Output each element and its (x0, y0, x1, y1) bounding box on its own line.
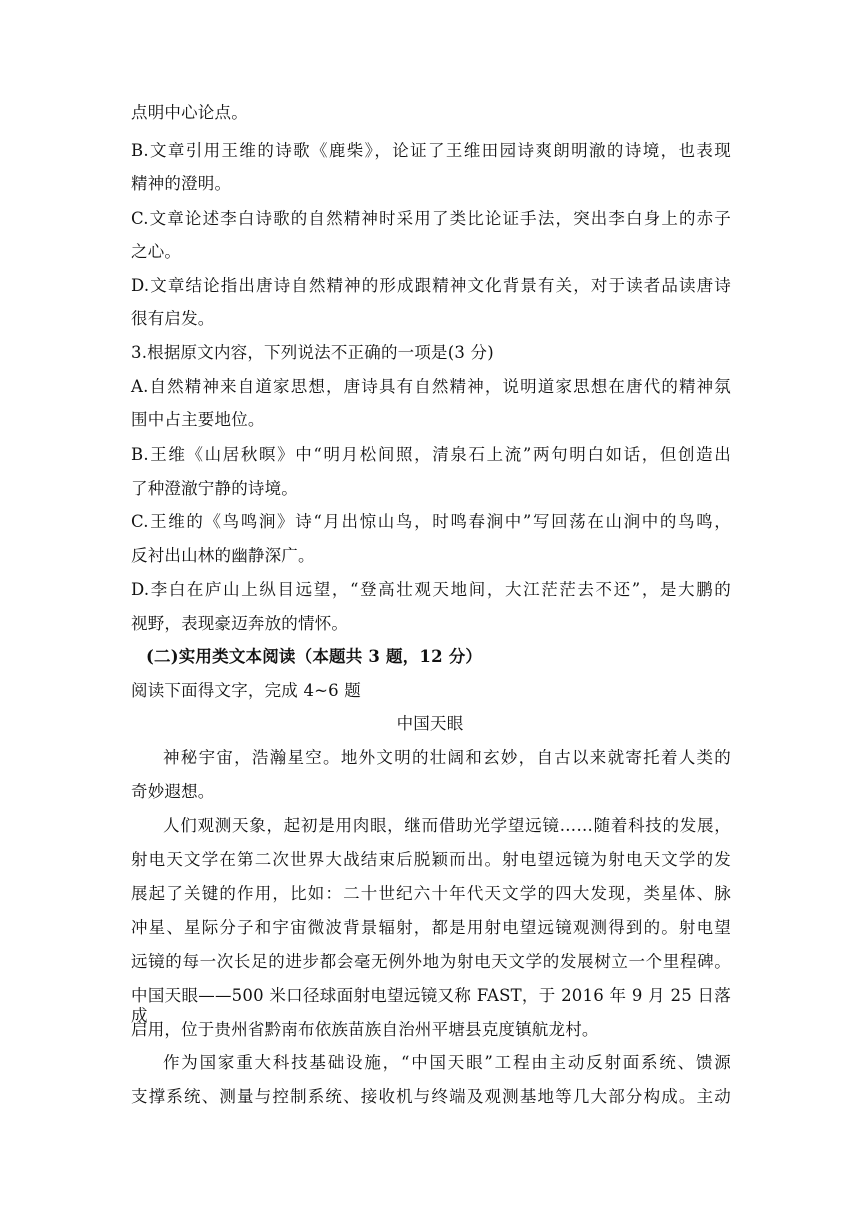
q2-option-b-line-1: B.文章引用王维的诗歌《鹿柴》，论证了王维田园诗爽朗明澈的诗境，也表现 (131, 141, 731, 160)
q2-option-b-line-2: 精神的澄明。 (131, 174, 232, 193)
q2-option-d-line-1: D.文章结论指出唐诗自然精神的形成跟精神文化背景有关，对于读者品读唐诗 (131, 276, 731, 295)
q2-option-c-line-1: C.文章论述李白诗歌的自然精神时采用了类比论证手法，突出李白身上的赤子 (131, 209, 731, 228)
article-p2-line-2: 射电天文学在第二次世界大战结束后脱颖而出。射电望远镜为射电天文学的发 (131, 850, 731, 869)
article-p2-line-3: 展起了关键的作用，比如：二十世纪六十年代天文学的四大发现，类星体、脉 (131, 884, 731, 903)
q3-option-c-line-1: C.王维的《鸟鸣涧》诗“月出惊山鸟，时鸣春涧中”写回荡在山涧中的鸟鸣， (131, 512, 731, 531)
article-p3-line-2: 支撑系统、测量与控制系统、接收机与终端及观测基地等几大部分构成。主动 (131, 1087, 731, 1106)
q3-option-a-line-2: 围中占主要地位。 (131, 410, 265, 429)
q3-stem: 3.根据原文内容，下列说法不正确的一项是(3 分) (131, 343, 494, 362)
article-p2-line-5: 远镜的每一次长足的进步都会毫无例外地为射电天文学的发展树立一个里程碑。 (131, 952, 731, 971)
q2-option-a-continuation: 点明中心论点。 (131, 103, 248, 122)
article-p3-line-1: 作为国家重大科技基础设施，“中国天眼”工程由主动反射面系统、馈源 (163, 1053, 731, 1072)
q3-option-b-line-2: 了种澄澈宁静的诗境。 (131, 479, 298, 498)
q2-option-d-line-2: 很有启发。 (131, 309, 215, 328)
article-title: 中国天眼 (396, 714, 464, 733)
article-p2-line-6: 中国天眼——500 米口径球面射电望远镜又称 FAST，于 2016 年 9 月 25 日落成 (131, 986, 731, 1025)
reading-instruction: 阅读下面得文字，完成 4~6 题 (131, 681, 362, 700)
article-p2-line-1: 人们观测天象，起初是用肉眼，继而借助光学望远镜……随着科技的发展， (163, 816, 731, 835)
q3-option-c-line-2: 反衬出山林的幽静深广。 (131, 546, 315, 565)
article-p2-line-4: 冲星、星际分子和宇宙微波背景辐射，都是用射电望远镜观测得到的。射电望 (131, 918, 731, 937)
section-heading: (二)实用类文本阅读（本题共 3 题，12 分） (146, 647, 483, 666)
q3-option-a-line-1: A.自然精神来自道家思想，唐诗具有自然精神，说明道家思想在唐代的精神氛 (131, 377, 731, 396)
q3-option-d-line-2: 视野，表现豪迈奔放的情怀。 (131, 614, 349, 633)
article-p2-line-7: 启用，位于贵州省黔南布依族苗族自治州平塘县克度镇航龙村。 (131, 1020, 599, 1039)
q3-option-b-line-1: B.王维《山居秋暝》中“明月松间照，清泉石上流”两句明白如话，但创造出 (131, 445, 731, 464)
article-p1-line-2: 奇妙遐想。 (131, 782, 215, 801)
q2-option-c-line-2: 之心。 (131, 242, 182, 261)
q3-option-d-line-1: D.李白在庐山上纵目远望，“登高壮观天地间，大江茫茫去不还”，是大鹏的 (131, 580, 731, 599)
article-p1-line-1: 神秘宇宙，浩瀚星空。地外文明的壮阔和玄妙，自古以来就寄托着人类的 (163, 748, 731, 767)
